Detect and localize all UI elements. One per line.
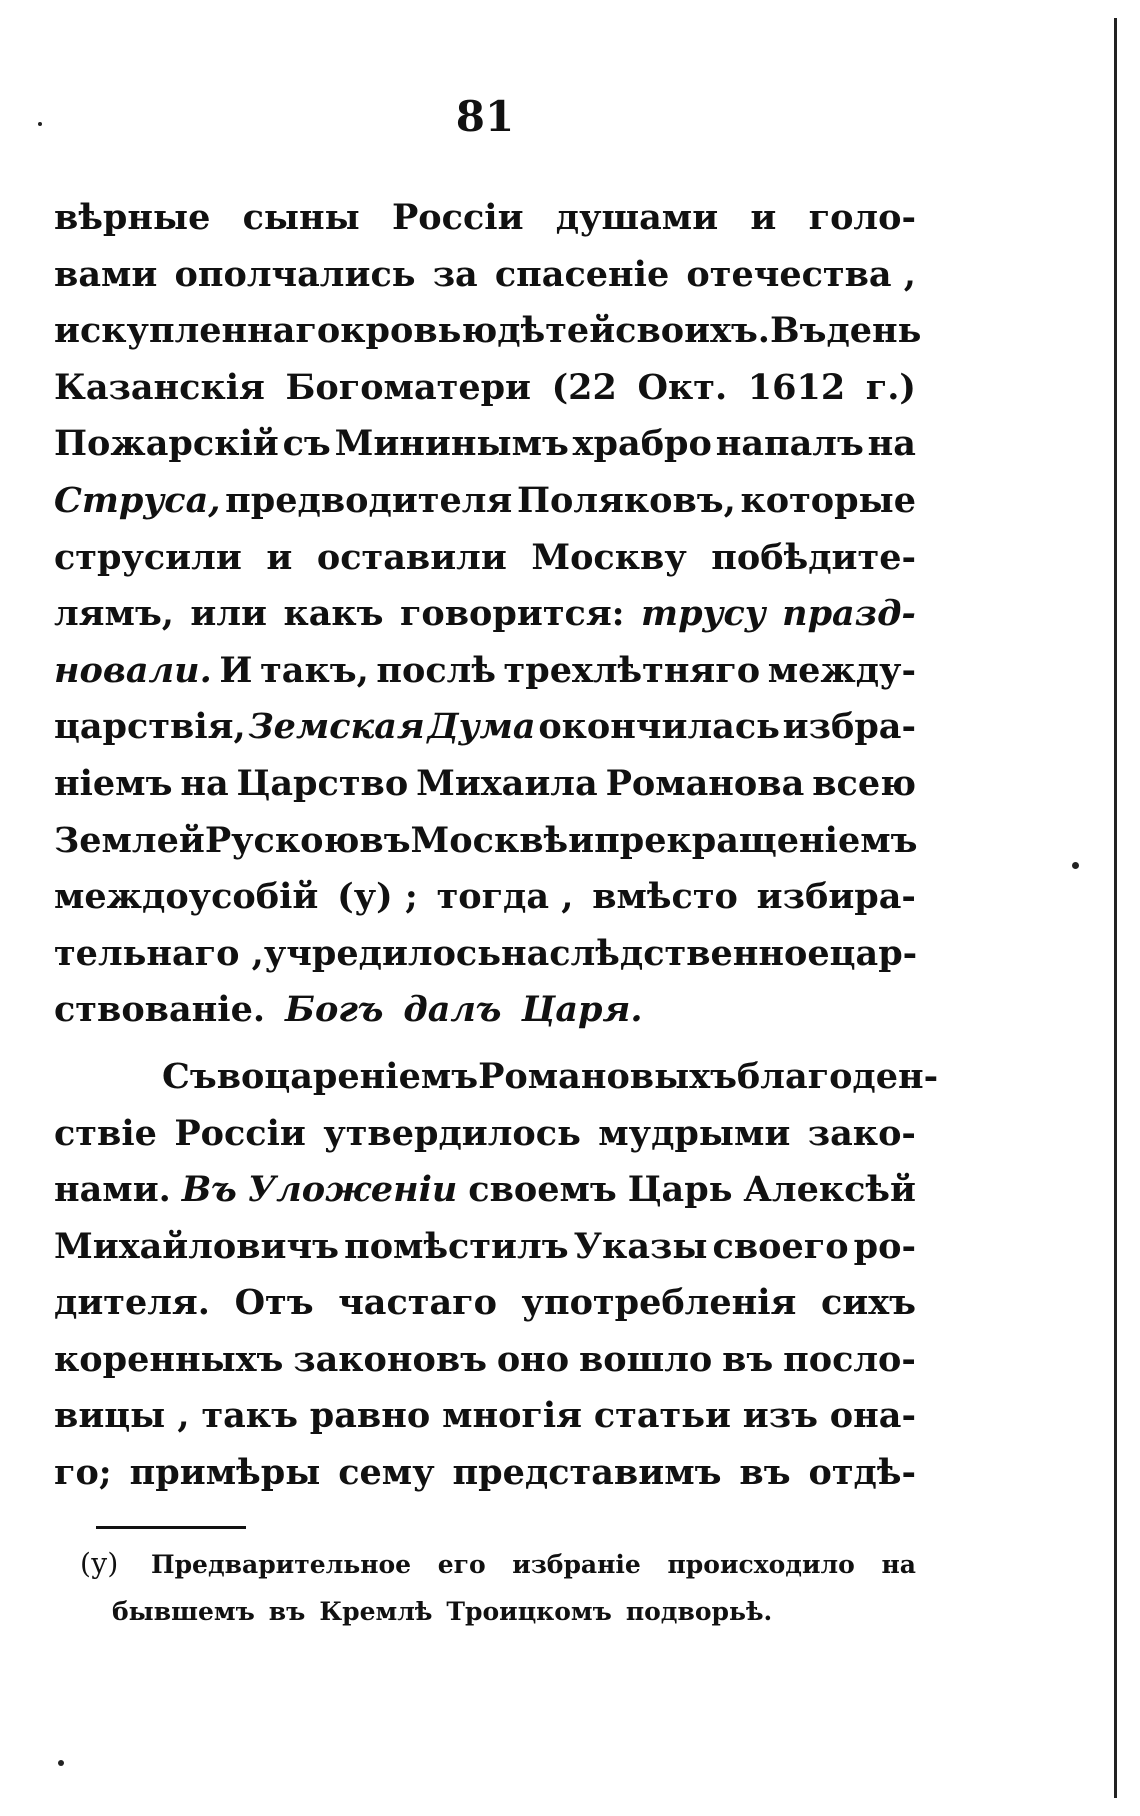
word: дѣтей xyxy=(497,310,616,352)
print-speck xyxy=(1072,862,1079,869)
word: законовъ xyxy=(293,1338,487,1380)
word: сихъ xyxy=(821,1282,916,1324)
word: вошло xyxy=(578,1338,713,1380)
footnote-rule xyxy=(96,1526,246,1529)
word: Струса, xyxy=(54,479,221,521)
text-line xyxy=(54,926,916,983)
text-line xyxy=(54,247,916,304)
word: храбро xyxy=(572,423,712,465)
word: Россіи xyxy=(174,1112,306,1154)
word: Дума xyxy=(427,706,536,748)
word: утвердилось xyxy=(323,1112,581,1154)
word: въ xyxy=(739,1452,791,1494)
page-edge-line xyxy=(1114,18,1117,1798)
page-number: 81 xyxy=(455,92,515,141)
word: или xyxy=(190,593,268,635)
word: помѣстилъ xyxy=(344,1225,569,1267)
word: сему xyxy=(338,1452,435,1494)
word: съ xyxy=(282,423,331,465)
word: Романова xyxy=(605,762,805,804)
word: Россіи xyxy=(391,197,524,238)
word: всею xyxy=(812,762,916,804)
footnote-word: на xyxy=(881,1550,916,1579)
word: наслѣдственное xyxy=(501,932,830,974)
word: Пожарскій xyxy=(54,423,279,465)
word: празд- xyxy=(782,593,916,635)
word: зако- xyxy=(807,1112,916,1154)
word: день xyxy=(826,310,922,352)
word: напалъ xyxy=(715,423,864,465)
word: Указы xyxy=(573,1225,708,1267)
word: и xyxy=(568,819,595,861)
word: частаго xyxy=(338,1282,497,1324)
word: ро- xyxy=(853,1225,916,1267)
word: новали. xyxy=(54,649,212,691)
word: посло- xyxy=(783,1338,916,1380)
word: такъ, xyxy=(260,649,369,691)
word: статьи xyxy=(593,1395,731,1437)
text-line xyxy=(54,303,922,360)
word: 1612 xyxy=(747,366,846,408)
word: своемъ xyxy=(468,1169,617,1211)
text-line xyxy=(54,982,916,1039)
word: нами. xyxy=(54,1169,171,1211)
word: на xyxy=(867,423,916,465)
word: душами xyxy=(555,197,719,238)
footnote-word: Предварительное xyxy=(150,1550,412,1579)
word: Мининымъ xyxy=(334,423,569,465)
word: Въ xyxy=(181,1169,237,1211)
word: вѣрные xyxy=(54,197,211,238)
word: Царь xyxy=(627,1169,733,1211)
word: и xyxy=(750,197,777,238)
word: Богъ xyxy=(285,989,384,1031)
word: Царство xyxy=(236,762,409,804)
text-line xyxy=(54,1388,916,1445)
text-line xyxy=(54,1106,916,1163)
word: оставили xyxy=(316,536,507,578)
word: Царя. xyxy=(521,989,643,1031)
footnote-word: избраніе xyxy=(512,1550,641,1579)
word: струсили xyxy=(54,536,242,578)
word: лямъ, xyxy=(54,593,174,635)
word: воцареніемъ xyxy=(216,1055,479,1097)
word: Алексѣй xyxy=(743,1169,916,1211)
word: Землей xyxy=(54,819,205,861)
word: равно xyxy=(309,1395,431,1437)
word: благоден- xyxy=(736,1055,939,1097)
word: Уложеніи xyxy=(247,1169,458,1211)
footnote xyxy=(80,1540,916,1636)
word: спасеніе xyxy=(494,253,670,295)
word: ніемъ xyxy=(54,762,173,804)
word: междоусобій xyxy=(54,876,319,918)
word: искупленнаго xyxy=(54,310,341,352)
text-line xyxy=(54,1049,939,1106)
footnote-word: Троицкомъ xyxy=(446,1597,612,1626)
footnote-word: въ xyxy=(268,1597,306,1626)
word: говорится: xyxy=(399,593,625,635)
word: царствія, xyxy=(54,706,246,748)
word: отдѣ- xyxy=(808,1452,916,1494)
word: побѣдите- xyxy=(711,536,916,578)
word: ствіе xyxy=(54,1112,157,1154)
word: въ xyxy=(722,1338,774,1380)
word: голо- xyxy=(808,197,916,238)
word: за xyxy=(432,253,478,295)
word: изъ xyxy=(742,1395,818,1437)
word: отечества , xyxy=(686,253,916,295)
word: представимъ xyxy=(452,1452,722,1494)
footnote-line xyxy=(80,1540,916,1588)
text-line xyxy=(54,643,916,700)
footnote-word: бывшемъ xyxy=(112,1597,255,1626)
word: ополчались xyxy=(174,253,416,295)
word: сыны xyxy=(242,197,360,238)
text-line xyxy=(54,416,916,473)
word: трусу xyxy=(641,593,766,635)
word: трехлѣтняго xyxy=(503,649,761,691)
word: И xyxy=(219,649,253,691)
word: окончилась xyxy=(538,706,780,748)
word: дителя. xyxy=(54,1282,210,1324)
word: мудрыми xyxy=(598,1112,791,1154)
word: коренныхъ xyxy=(54,1338,284,1380)
word: Отъ xyxy=(234,1282,314,1324)
word: вмѣсто xyxy=(592,876,738,918)
text-line xyxy=(54,699,916,756)
word: го; xyxy=(54,1452,112,1494)
word: Въ xyxy=(770,310,827,352)
footnote-word: его xyxy=(437,1550,486,1579)
footnote-word: Кремлѣ xyxy=(319,1597,433,1626)
word: предводителя xyxy=(225,479,513,521)
word: (у) ; xyxy=(337,876,418,918)
word: Рускою xyxy=(204,819,360,861)
word: вами xyxy=(54,253,158,295)
footnote-word: происходило xyxy=(667,1550,855,1579)
word: между- xyxy=(767,649,916,691)
word: въ xyxy=(359,819,411,861)
word: такъ xyxy=(201,1395,298,1437)
word: примѣры xyxy=(129,1452,321,1494)
word: и xyxy=(266,536,293,578)
word: Съ xyxy=(162,1055,217,1097)
paragraph-gap xyxy=(54,1039,916,1049)
word: Романовыхъ xyxy=(478,1055,737,1097)
word: на xyxy=(180,762,229,804)
word: Казанскія xyxy=(54,366,265,408)
text-line xyxy=(54,473,916,530)
text-line xyxy=(54,1445,916,1502)
word: своего xyxy=(712,1225,849,1267)
word: прекращеніемъ xyxy=(594,819,918,861)
word: Поляковъ, xyxy=(516,479,736,521)
word: ствованіе. xyxy=(54,989,266,1031)
word: оно xyxy=(496,1338,570,1380)
text-line xyxy=(54,190,916,247)
text-line xyxy=(54,869,916,926)
word: Москвѣ xyxy=(410,819,569,861)
word: избра- xyxy=(782,706,916,748)
print-speck xyxy=(58,1760,64,1766)
body-text xyxy=(54,190,939,1502)
word: кровью xyxy=(340,310,498,352)
word: цар- xyxy=(829,932,918,974)
footnote-word: подворьѣ. xyxy=(625,1597,773,1626)
text-line xyxy=(54,530,916,587)
word: (22 xyxy=(551,366,617,408)
text-line xyxy=(54,1332,916,1389)
word: далъ xyxy=(403,989,502,1031)
word: Богоматери xyxy=(285,366,532,408)
word: тогда , xyxy=(436,876,574,918)
word: которые xyxy=(740,479,916,521)
text-line xyxy=(54,1162,916,1219)
word: г.) xyxy=(865,366,916,408)
word: многія xyxy=(442,1395,583,1437)
word: послѣ xyxy=(376,649,496,691)
text-line xyxy=(54,756,916,813)
word: Москву xyxy=(531,536,687,578)
word: она- xyxy=(829,1395,916,1437)
text-line xyxy=(54,360,916,417)
text-line xyxy=(54,813,916,870)
footnote-line xyxy=(80,1588,916,1636)
word: тельнаго , xyxy=(54,932,264,974)
word: Окт. xyxy=(637,366,728,408)
word: вицы , xyxy=(54,1395,190,1437)
word: Земская xyxy=(248,706,425,748)
footnote-mark: (у) xyxy=(80,1547,119,1580)
word: Михаила xyxy=(416,762,598,804)
word: употребленія xyxy=(521,1282,797,1324)
text-line xyxy=(54,1219,916,1276)
word: учредилось xyxy=(263,932,501,974)
text-line xyxy=(54,1275,916,1332)
word: своихъ. xyxy=(615,310,770,352)
word: какъ xyxy=(283,593,384,635)
text-line xyxy=(54,586,916,643)
word: Михайловичъ xyxy=(54,1225,339,1267)
print-speck xyxy=(38,122,42,126)
word: избира- xyxy=(756,876,916,918)
